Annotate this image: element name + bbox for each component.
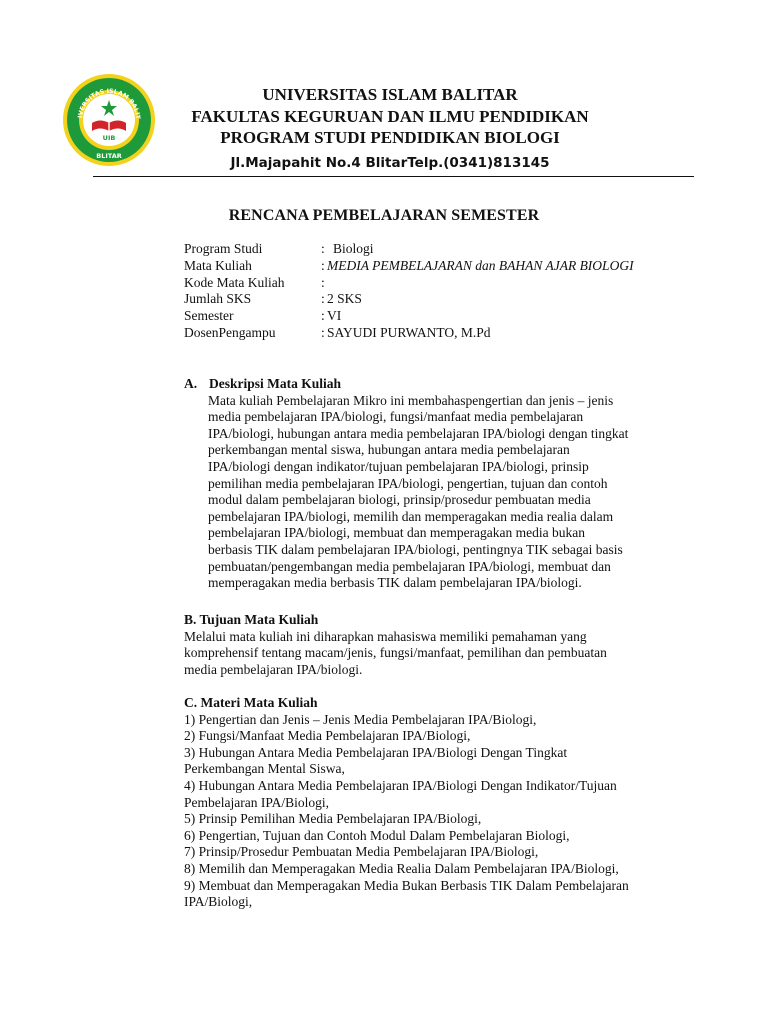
info-value: VI [327,308,342,324]
letterhead-divider [93,176,694,177]
section-body [184,393,677,592]
section-tujuan [184,612,607,678]
section-materi [184,695,629,911]
info-label: Mata Kuliah [184,257,252,273]
paragraph-line: perkembangan mental siswa, hubungan antara media pembelajaran [208,442,570,458]
info-value: SAYUDI PURWANTO, M.Pd [327,324,491,340]
section-heading-text: Deskripsi Mata Kuliah [209,376,342,391]
paragraph-line: media pembelajaran IPA/biologi. [184,661,363,677]
section-heading: C. Materi Mata Kuliah [184,695,318,710]
list-item: 8) Memilih dan Memperagakan Media Realia Dalam Pembelajaran IPA/Biologi, [184,860,619,876]
university-logo [62,73,156,167]
paragraph-line: pembelajaran IPA/biologi, memilih dan memperagakan media realia dalam [208,508,614,524]
section-heading [184,376,677,393]
paragraph-line: pembuatan/pengembangan media pembelajaran IPA/biologi, membuat dan [208,558,611,574]
logo-text-mid: UIB [102,134,116,142]
info-colon: : [321,274,325,290]
paragraph-line: Mata kuliah Pembelajaran Mikro ini membahaspengertian dan jenis – jenis [208,392,614,408]
info-row-mata-kuliah [184,258,634,275]
info-row-jumlah-sks [184,291,634,308]
logo-text-top: IVERSITAS ISLAM BALIT [77,87,142,120]
logo-text-bottom: BLITAR [96,152,122,160]
section-heading: B. Tujuan Mata Kuliah [184,612,319,627]
list-item: Perkembangan Mental Siswa, [184,761,345,777]
info-row-program-studi [184,241,634,258]
course-info [184,241,634,342]
list-item: Pembelajaran IPA/Biologi, [184,794,329,810]
info-colon: : [321,241,325,256]
paragraph-line: IPA/biologi, hubungan antara media pembelajaran IPA/biologi dengan tingkat [208,425,629,441]
program-name: PROGRAM STUDI PENDIDIKAN BIOLOGI [220,128,560,147]
document-title: RENCANA PEMBELAJARAN SEMESTER [228,207,540,224]
list-item: 3) Hubungan Antara Media Pembelajaran IPA/Biologi Dengan Tingkat [184,744,568,760]
list-item: 2) Fungsi/Manfaat Media Pembelajaran IPA/Biologi, [184,728,471,744]
section-body [184,712,629,911]
paragraph-line: media pembelajaran IPA/biologi, fungsi/manfaat media pembelajaran [208,409,584,425]
list-item: 6) Pengertian, Tujuan dan Contoh Modul Dalam Pembelajaran Biologi, [184,827,570,843]
paragraph-line: IPA/biologi dengan indikator/tujuan pembelajaran IPA/biologi, prinsip [208,458,589,474]
info-label: Semester [184,308,234,324]
info-colon: : [321,291,325,307]
paragraph-line: pembelajaran IPA/biologi, membuat dan memperagakan media bukan [208,525,586,541]
section-letter: A. [184,376,198,391]
info-colon: : [321,308,325,324]
info-colon: : [321,257,325,273]
paragraph-line: pemilihan media pembelajaran IPA/biologi, pengertian, tujuan dan contoh [208,475,608,491]
faculty-name: FAKULTAS KEGURUAN DAN ILMU PENDIDIKAN [191,106,589,126]
info-row-dosen-pengampu [184,325,634,342]
address-line: Jl.Majapahit No.4 BlitarTelp.(0341)813145 [230,154,550,171]
section-deskripsi [184,376,677,592]
paragraph-line: modul dalam pembelajaran biologi, prinsip/prosedur pembuatan media [208,492,591,508]
letterhead [160,84,620,171]
info-row-kode-mata-kuliah [184,275,634,292]
paragraph-line: berbasis TIK dalam pembelajaran IPA/biologi, pentingnya TIK sebagai basis [208,541,623,557]
info-value: Biologi [333,241,374,256]
info-colon: : [321,324,325,340]
list-item: 1) Pengertian dan Jenis – Jenis Media Pembelajaran IPA/Biologi, [184,711,537,727]
list-item: 7) Prinsip/Prosedur Pembuatan Media Pembelajaran IPA/Biologi, [184,844,539,860]
info-value: MEDIA PEMBELAJARAN dan BAHAN AJAR BIOLOGI [327,257,634,273]
list-item: IPA/Biologi, [184,894,253,910]
info-label: Kode Mata Kuliah [184,274,285,290]
paragraph-line: komprehensif tentang macam/jenis, fungsi/manfaat, pemilihan dan pembuatan [184,645,607,661]
info-label: DosenPengampu [184,324,276,340]
university-name: UNIVERSITAS ISLAM BALITAR [262,85,518,104]
list-item: 5) Prinsip Pemilihan Media Pembelajaran IPA/Biologi, [184,811,482,827]
info-label: Program Studi [184,241,263,256]
list-item: 9) Membuat dan Memperagakan Media Bukan Berbasis TIK Dalam Pembelajaran [184,877,629,893]
list-item: 4) Hubungan Antara Media Pembelajaran IPA/Biologi Dengan Indikator/Tujuan [184,777,617,793]
section-body [184,629,607,679]
paragraph-line: Melalui mata kuliah ini diharapkan mahasiswa memiliki pemahaman yang [184,628,587,644]
info-row-semester [184,308,634,325]
info-value: 2 SKS [327,291,362,307]
info-label: Jumlah SKS [184,291,252,307]
paragraph-line: memperagakan media berbasis TIK dalam pembelajaran IPA/biologi. [208,575,582,591]
